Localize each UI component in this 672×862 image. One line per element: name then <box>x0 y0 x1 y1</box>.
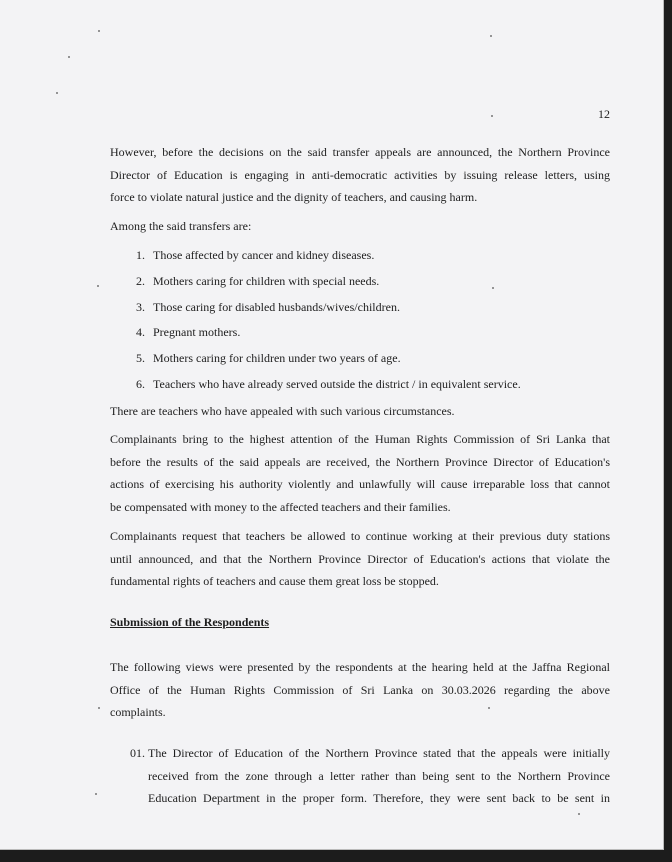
text-line: Office of the Human Rights Commission of Sri Lanka on 30.03.2026 regarding the above <box>110 682 610 697</box>
text-line: The Director of Education of the Northern Province stated that the appeals were initially <box>148 746 610 760</box>
page-number: 12 <box>598 107 610 121</box>
respondents-paragraph <box>110 656 610 724</box>
scan-speck <box>98 707 100 709</box>
text-line: Complainants request that teachers be allowed to continue working at their previous duty stations <box>110 529 610 543</box>
scan-speck <box>68 56 70 58</box>
list-item: 1. Those affected by cancer and kidney diseases. <box>136 248 375 262</box>
text-line: be compensated with money to the affected teachers and their families. <box>110 499 451 514</box>
text-line: until announced, and that the Northern Province Director of Education's actions that violate the <box>110 551 610 566</box>
scan-speck <box>95 793 97 795</box>
transfers-intro: Among the said transfers are: <box>110 219 252 233</box>
scan-speck <box>578 813 580 815</box>
transfer-list <box>136 245 521 400</box>
scan-speck <box>56 92 58 94</box>
scan-speck <box>98 30 100 32</box>
item-number: 01. <box>130 746 145 760</box>
list-item: 3. Those caring for disabled husbands/wives/children. <box>136 299 400 314</box>
scan-speck <box>97 285 99 287</box>
list-item: 2. Mothers caring for children with special needs. <box>136 273 380 288</box>
scan-speck <box>491 115 493 117</box>
text-line: before the results of the said appeals are received, the Northern Province Director of Education's <box>110 454 610 469</box>
appeal-note: There are teachers who have appealed with such various circumstances. <box>110 404 455 418</box>
text-line: The following views were presented by the respondents at the hearing held at the Jaffna Regional <box>110 660 610 674</box>
scan-speck <box>490 35 492 37</box>
complaint-paragraph-1 <box>110 428 610 518</box>
text-line: Complainants bring to the highest attention of the Human Rights Commission of Sri Lanka that <box>110 432 610 446</box>
text-line: Director of Education is engaging in anti-democratic activities by issuing release letters, using <box>110 167 610 182</box>
section-heading: Submission of the Respondents <box>110 615 270 629</box>
text-line: force to violate natural justice and the dignity of teachers, and causing harm. <box>110 190 478 204</box>
text-line: However, before the decisions on the said transfer appeals are announced, the Northern Province <box>110 145 610 159</box>
text-line: fundamental rights of teachers and cause them great loss be stopped. <box>110 574 439 588</box>
intro-paragraph <box>110 141 610 209</box>
text-line: received from the zone through a letter rather than being sent to the Northern Province <box>148 768 610 783</box>
list-item: 4. Pregnant mothers. <box>136 325 241 340</box>
text-line: complaints. <box>110 705 166 719</box>
list-item: 6. Teachers who have already served outside the district / in equivalent service. <box>136 376 521 391</box>
complaint-paragraph-2 <box>110 525 610 593</box>
text-line: Education Department in the proper form. Therefore, they were sent back to be sent in <box>148 791 610 805</box>
text-line: actions of exercising his authority violently and unlawfully will cause irreparable loss that cannot <box>110 477 610 491</box>
list-item: 5. Mothers caring for children under two years of age. <box>136 351 401 366</box>
numbered-item-01 <box>130 742 610 810</box>
